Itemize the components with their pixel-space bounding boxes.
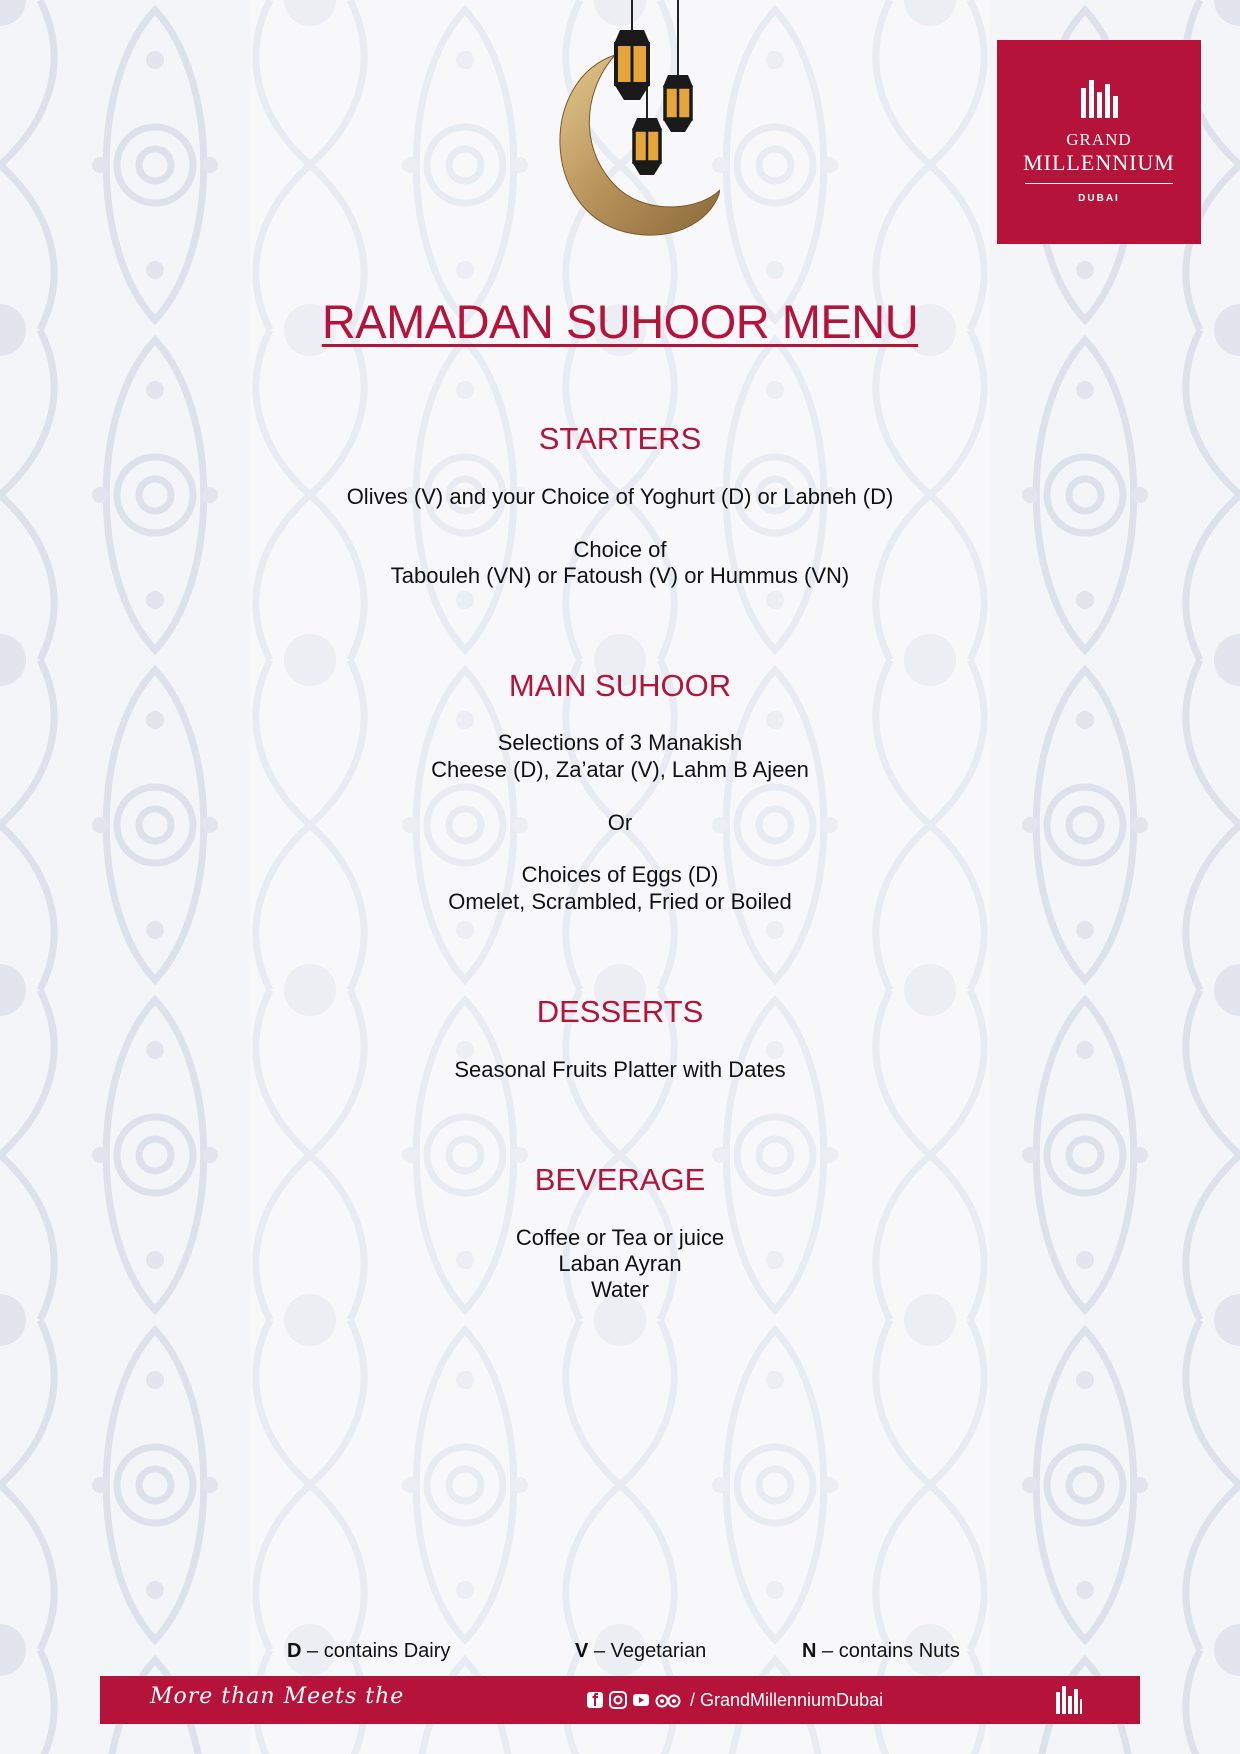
lantern-icon (663, 75, 693, 132)
youtube-icon[interactable] (632, 1691, 650, 1709)
legend-nuts (802, 1640, 960, 1663)
legend-text: – Vegetarian (588, 1640, 707, 1662)
menu-item-line: Choices of Eggs (D) (521, 862, 719, 887)
social-handle[interactable]: / GrandMillenniumDubai (690, 1689, 884, 1710)
menu-item-line: Olives (V) and your Choice of Yoghurt (D) or Labneh (D) (346, 484, 894, 509)
legend-key: N (802, 1640, 817, 1662)
menu-item-line: Tabouleh (VN) or Fatoush (V) or Hummus (VN) (390, 563, 850, 588)
section-heading-desserts: DESSERTS (536, 994, 704, 1029)
lantern-icon (614, 30, 650, 100)
menu-item-line: Coffee or Tea or juice (515, 1225, 725, 1250)
legend-key: D (287, 1640, 302, 1662)
legend-key: V (575, 1640, 589, 1662)
legend-dairy (287, 1640, 450, 1663)
footer-bar (100, 1676, 1140, 1724)
hotel-logo-mark-icon (1056, 1686, 1082, 1714)
logo-city: DUBAI (1078, 193, 1120, 204)
logo-divider (1025, 183, 1173, 184)
legend-text: – contains Nuts (816, 1640, 960, 1662)
tripadvisor-icon[interactable] (655, 1691, 681, 1709)
crescent-lantern-illustration (520, 0, 720, 240)
logo-line-grand: GRAND (1066, 130, 1132, 149)
menu-item-line: Choice of (573, 537, 667, 562)
section-heading-beverage: BEVERAGE (534, 1162, 706, 1197)
menu-item-line: Water (591, 1277, 649, 1302)
menu-item-line: Or (607, 810, 633, 835)
social-links (586, 1690, 883, 1710)
menu-title: RAMADAN SUHOOR MENU (321, 295, 919, 348)
menu-item-line: Cheese (D), Za’atar (V), Lahm B Ajeen (431, 757, 809, 782)
menu-item-line: Selections of 3 Manakish (497, 730, 743, 755)
lantern-icon (632, 118, 662, 175)
instagram-icon[interactable] (609, 1691, 627, 1709)
legend-vegetarian (575, 1640, 706, 1663)
menu-item-line: Seasonal Fruits Platter with Dates (454, 1057, 786, 1082)
menu-item-line: Omelet, Scrambled, Fried or Boiled (448, 889, 792, 914)
legend-text: – contains Dairy (301, 1640, 451, 1662)
menu-item-line: Laban Ayran (558, 1251, 682, 1276)
section-heading-starters: STARTERS (538, 421, 702, 456)
logo-line-millennium: MILLENNIUM (1023, 150, 1175, 175)
footer-tagline: More than Meets the (150, 1684, 405, 1709)
hotel-logo-mark-icon (1079, 78, 1119, 118)
facebook-icon[interactable] (586, 1691, 604, 1709)
grand-millennium-logo (997, 40, 1201, 244)
section-heading-main-suhoor: MAIN SUHOOR (508, 668, 732, 703)
